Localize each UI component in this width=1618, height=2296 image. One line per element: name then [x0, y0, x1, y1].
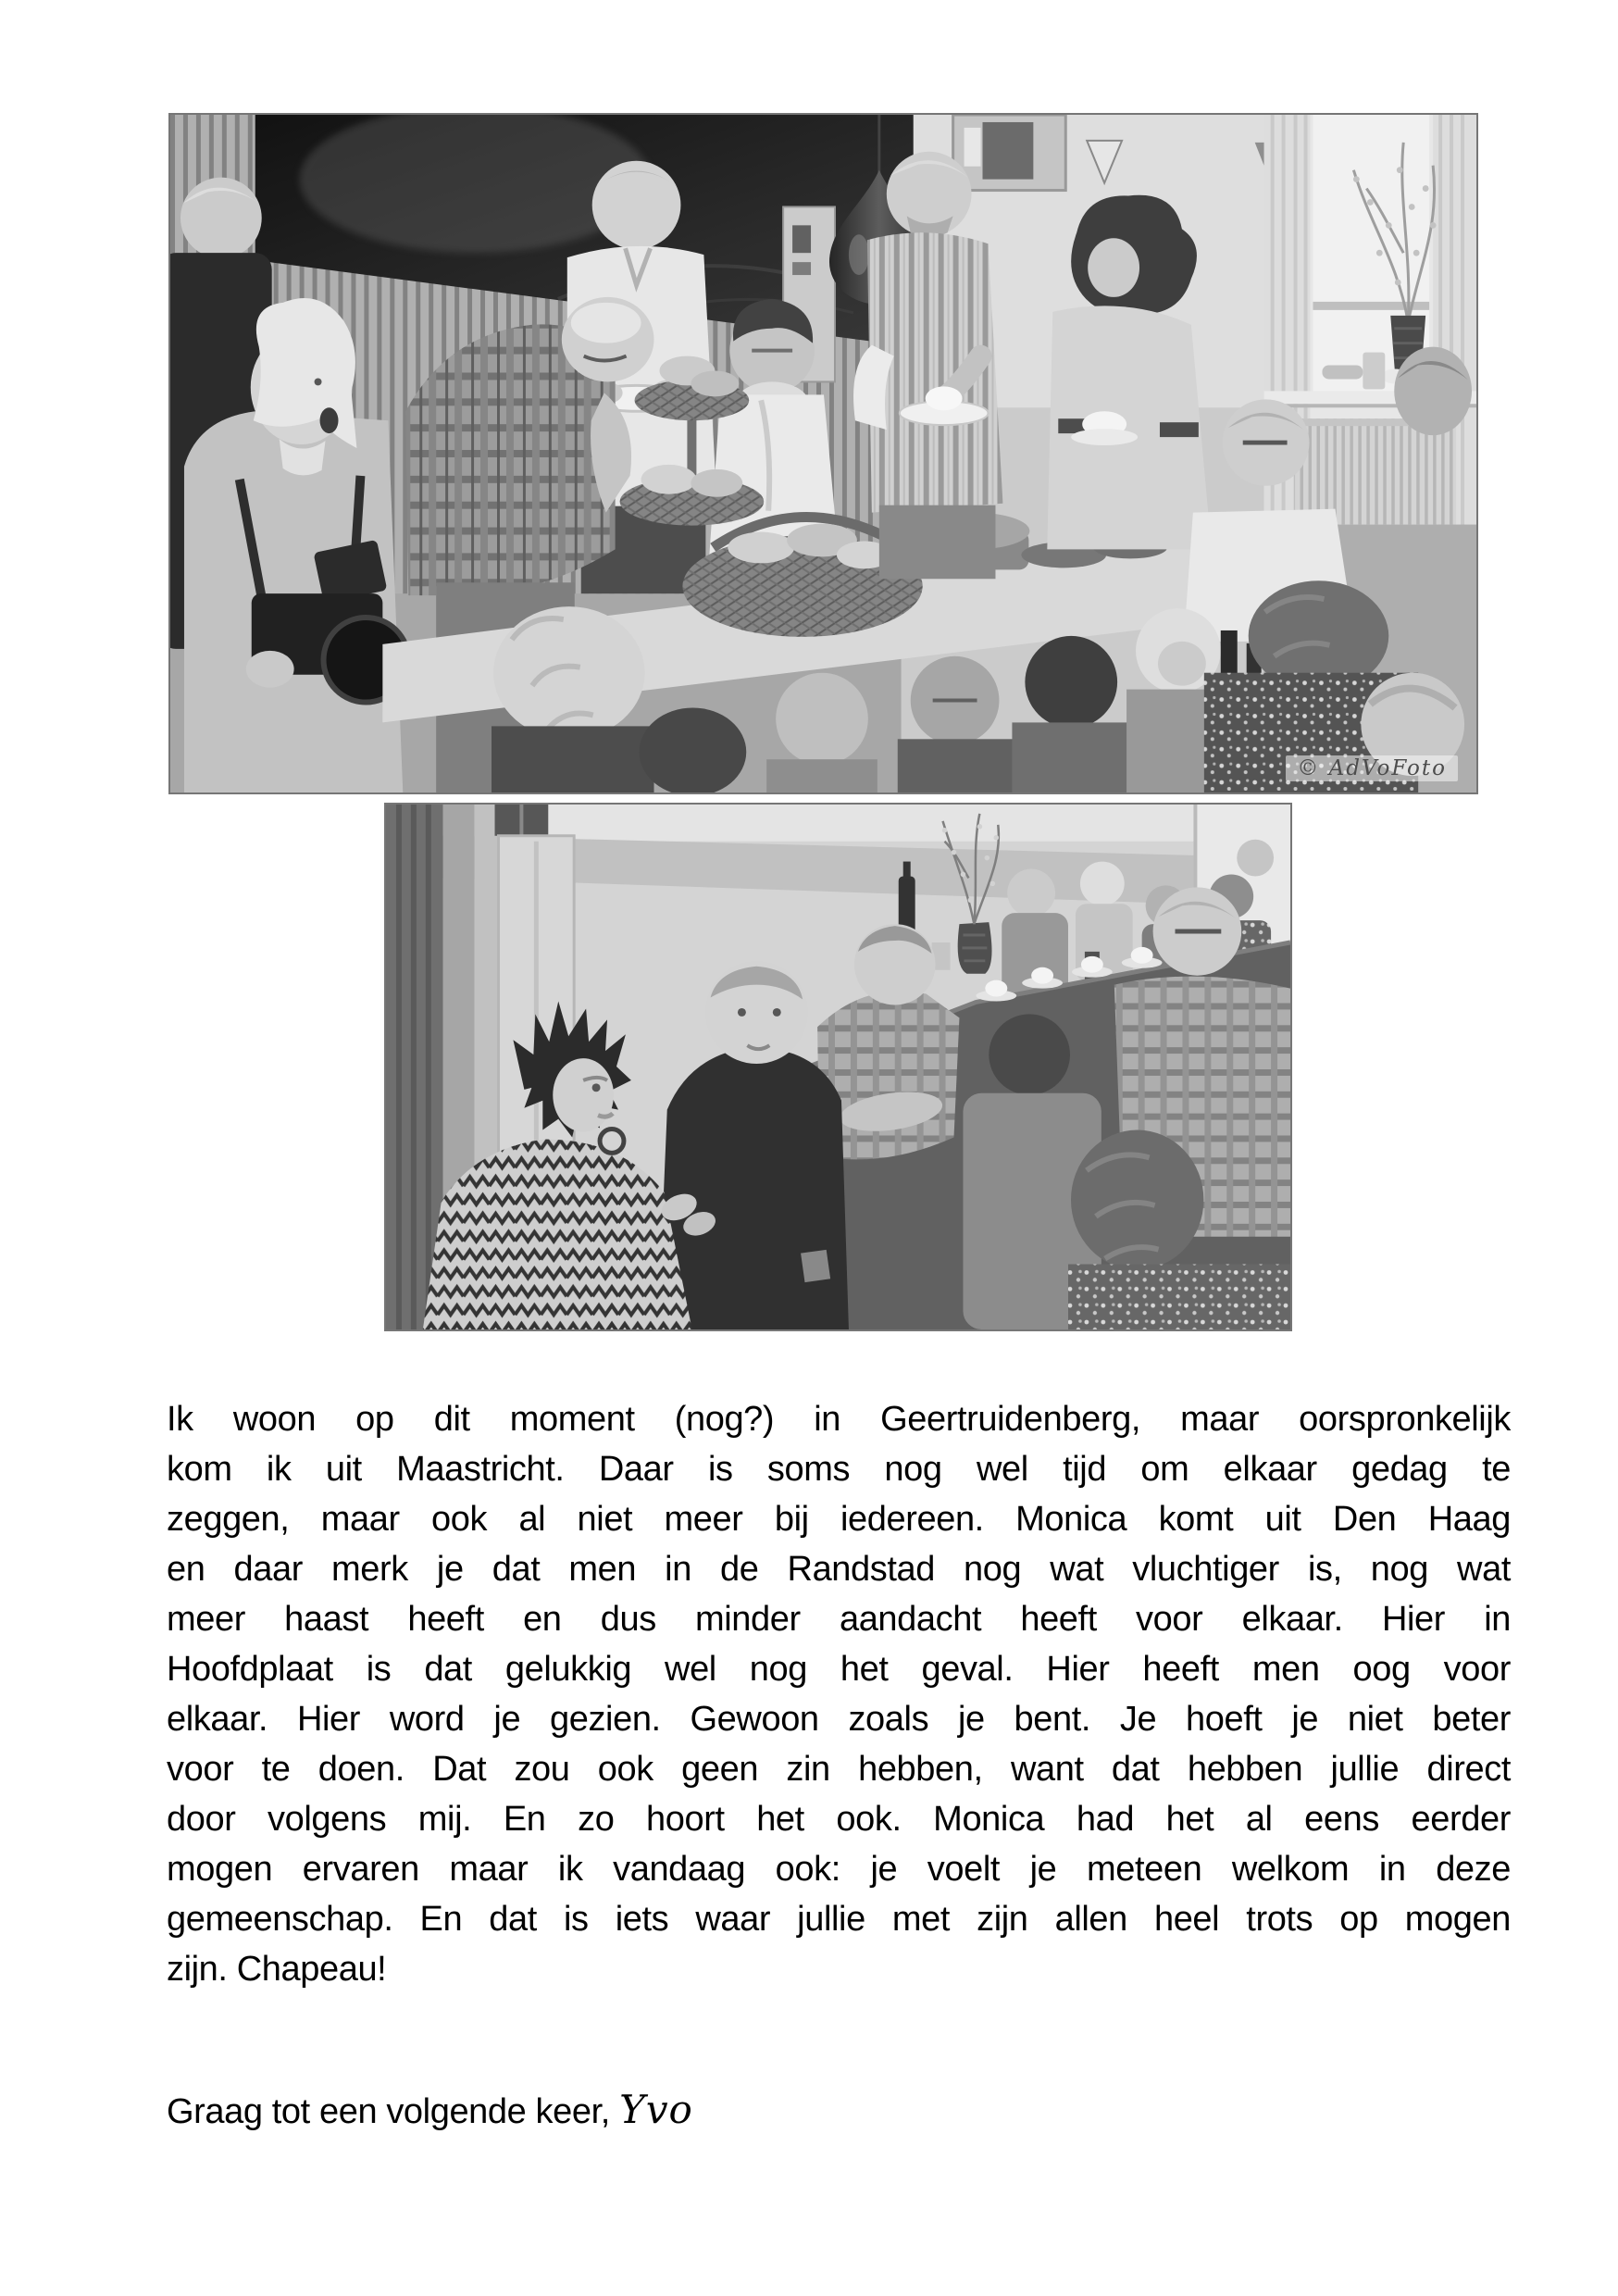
paragraph-line: door volgens mij. En zo hoort het ook. Monica had het al eens eerder	[167, 1800, 1511, 1839]
paragraph-line: Hoofdplaat is dat gelukkig wel nog het geval. Hier heeft men oog voor	[167, 1650, 1511, 1689]
paragraph-line: kom ik uit Maastricht. Daar is soms nog wel tijd om elkaar gedag te	[167, 1450, 1511, 1489]
photo-dining-hall-graphic	[170, 115, 1476, 792]
signature-name: Yvo	[619, 2087, 693, 2132]
photo-dining-hall	[168, 113, 1478, 794]
photo-table-conversation	[384, 803, 1292, 1331]
paragraph-line: meer haast heeft en dus minder aandacht heeft voor elkaar. Hier in	[167, 1600, 1511, 1639]
paragraph-line: zijn. Chapeau!	[167, 1950, 387, 1989]
paragraph-line: en daar merk je dat men in de Randstad nog wat vluchtiger is, nog wat	[167, 1550, 1511, 1589]
paragraph-line: elkaar. Hier word je gezien. Gewoon zoals je bent. Je hoeft je niet beter	[167, 1700, 1511, 1739]
paragraph-line: Ik woon op dit moment (nog?) in Geertruidenberg, maar oorspronkelijk	[167, 1400, 1511, 1439]
paragraph-line: zeggen, maar ook al niet meer bij iedereen. Monica komt uit Den Haag	[167, 1500, 1511, 1539]
closing-text: Graag tot een volgende keer,	[167, 2092, 620, 2131]
paragraph-line: gemeenschap. En dat is iets waar jullie met zijn allen heel trots op mogen	[167, 1900, 1511, 1939]
paragraph-line: mogen ervaren maar ik vandaag ook: je voelt je meteen welkom in deze	[167, 1850, 1511, 1889]
paragraph-line: voor te doen. Dat zou ook geen zin hebben, want dat hebben jullie direct	[167, 1750, 1511, 1789]
photo-watermark: © AdVoFoto	[1286, 755, 1458, 781]
photo-table-conversation-graphic	[386, 805, 1290, 1329]
body-paragraph	[167, 1394, 1511, 1994]
closing-line	[167, 2085, 1511, 2137]
